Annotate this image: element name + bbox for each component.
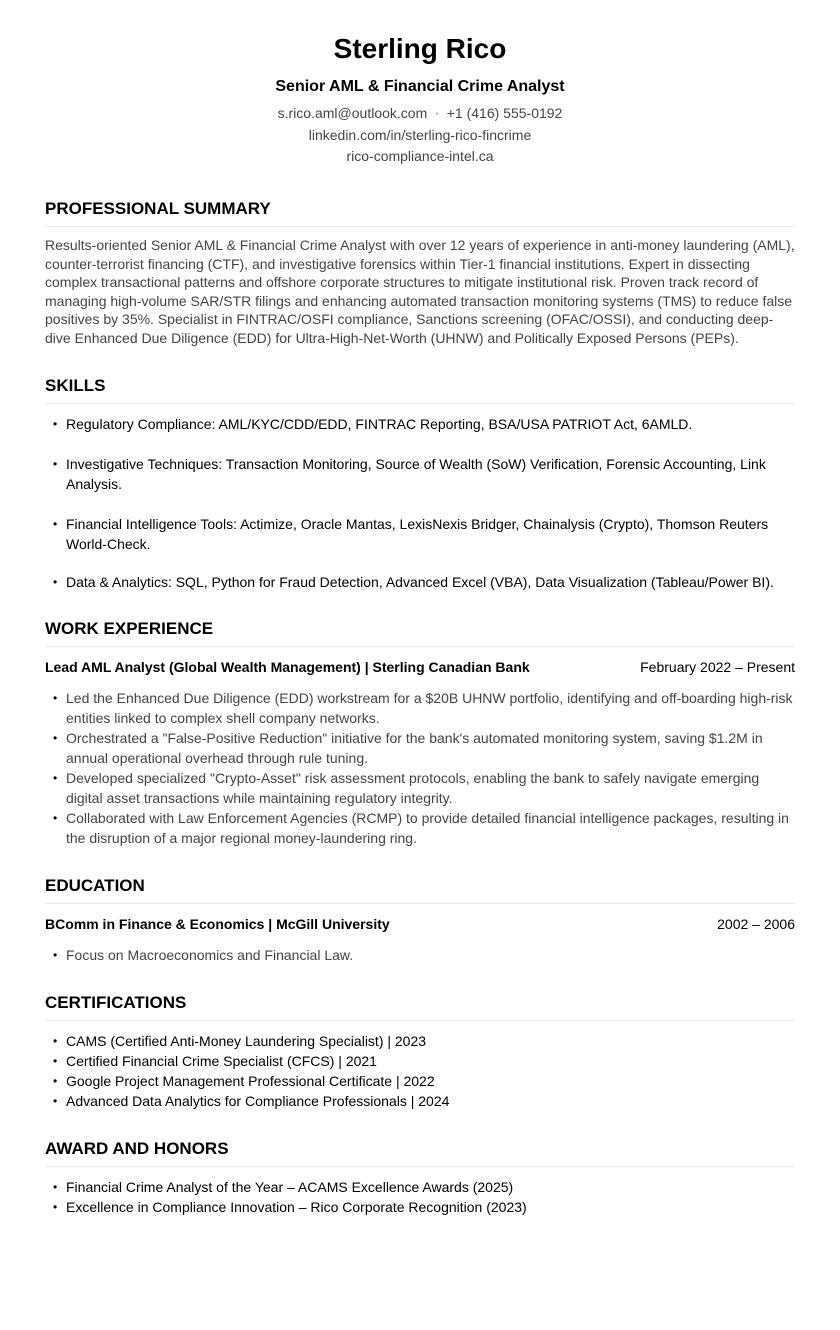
award-item: • Excellence in Compliance Innovation – Rico Corporate Recognition (2023)	[45, 1197, 795, 1217]
skills-list	[45, 414, 795, 592]
certification-item: • CAMS (Certified Anti-Money Laundering Specialist) | 2023	[45, 1031, 795, 1051]
education-section	[45, 875, 795, 965]
awards-list	[45, 1177, 795, 1217]
contact-row	[45, 103, 795, 125]
job-bullet: • Led the Enhanced Due Diligence (EDD) workstream for a $20B UHNW portfolio, identifying and off-boarding high-risk entities linked to complex shell company networks.	[45, 688, 795, 728]
education-dates: 2002 – 2006	[717, 916, 795, 932]
summary-section	[45, 198, 795, 347]
job-title: Lead AML Analyst (Global Wealth Management) | Sterling Canadian Bank	[45, 659, 530, 675]
awards-heading: AWARD AND HONORS	[45, 1138, 795, 1167]
certifications-section	[45, 992, 795, 1111]
certifications-list	[45, 1031, 795, 1111]
job-dates: February 2022 – Present	[640, 659, 795, 675]
degree-title: BComm in Finance & Economics | McGill University	[45, 916, 390, 932]
certification-item: • Google Project Management Professional Certificate | 2022	[45, 1071, 795, 1091]
job-header	[45, 657, 795, 677]
email-link[interactable]: s.rico.aml@outlook.com	[277, 105, 428, 121]
education-header	[45, 914, 795, 934]
awards-section	[45, 1138, 795, 1217]
job-bullet: • Developed specialized "Crypto-Asset" risk assessment protocols, enabling the bank to safely navigate emerging digital asset transactions while maintaining regulatory integrity.	[45, 768, 795, 808]
linkedin-link[interactable]: linkedin.com/in/sterling-rico-fincrime	[308, 127, 532, 143]
education-bullets	[45, 945, 795, 965]
award-item: • Financial Crime Analyst of the Year – ACAMS Excellence Awards (2025)	[45, 1177, 795, 1197]
job-bullet: • Collaborated with Law Enforcement Agencies (RCMP) to provide detailed financial intelligence packages, resulting in the disruption of a major regional money-laundering ring.	[45, 808, 795, 848]
phone-number[interactable]: +1 (416) 555-0192	[446, 105, 563, 121]
education-heading: EDUCATION	[45, 875, 795, 904]
summary-text: Results-oriented Senior AML & Financial Crime Analyst with over 12 years of experience in anti-money laundering (AML), counter-terrorist financing (CTF), and investigative forensics within Tier-1 financial institutions. Expert in dissecting complex transactional patterns and offshore corporate structures to mitigate institutional risk. Proven track record of managing high-volume SAR/STR filings and enhancing automated transaction monitoring systems (TMS) to reduce false positives by 35%. Specialist in FINTRAC/OSFI compliance, Sanctions screening (OFAC/OSSI), and conducting deep-dive Enhanced Due Diligence (EDD) for Ultra-High-Net-Worth (UHNW) and Politically Exposed Persons (PEPs).	[45, 237, 795, 346]
skill-item: • Regulatory Compliance: AML/KYC/CDD/EDD, FINTRAC Reporting, BSA/USA PATRIOT Act, 6AMLD.	[45, 414, 795, 434]
skill-item: • Investigative Techniques: Transaction Monitoring, Source of Wealth (SoW) Verification, Forensic Accounting, Link Analysis.	[45, 454, 795, 494]
website-link[interactable]: rico-compliance-intel.ca	[346, 148, 494, 164]
skill-item: • Data & Analytics: SQL, Python for Fraud Detection, Advanced Excel (VBA), Data Visualization (Tableau/Power BI).	[45, 572, 795, 592]
skills-heading: SKILLS	[45, 375, 795, 404]
skill-item: • Financial Intelligence Tools: Actimize, Oracle Mantas, LexisNexis Bridger, Chainalysis (Crypto), Thomson Reuters World-Check.	[45, 514, 795, 554]
candidate-title: Senior AML & Financial Crime Analyst	[275, 78, 565, 95]
skills-section	[45, 375, 795, 592]
summary-heading: PROFESSIONAL SUMMARY	[45, 198, 795, 227]
experience-section	[45, 618, 795, 848]
certification-item: • Advanced Data Analytics for Compliance Professionals | 2024	[45, 1091, 795, 1111]
certifications-heading: CERTIFICATIONS	[45, 992, 795, 1021]
experience-heading: WORK EXPERIENCE	[45, 618, 795, 647]
job-bullet: • Orchestrated a "False-Positive Reduction" initiative for the bank's automated monitoring system, saving $1.2M in annual operational overhead through rule tuning.	[45, 728, 795, 768]
separator-dot: •	[435, 109, 439, 120]
job-bullets	[45, 688, 795, 848]
certification-item: • Certified Financial Crime Specialist (CFCS) | 2021	[45, 1051, 795, 1071]
education-bullet: • Focus on Macroeconomics and Financial Law.	[45, 945, 795, 965]
candidate-name: Sterling Rico	[333, 33, 507, 64]
resume-header	[45, 30, 795, 167]
